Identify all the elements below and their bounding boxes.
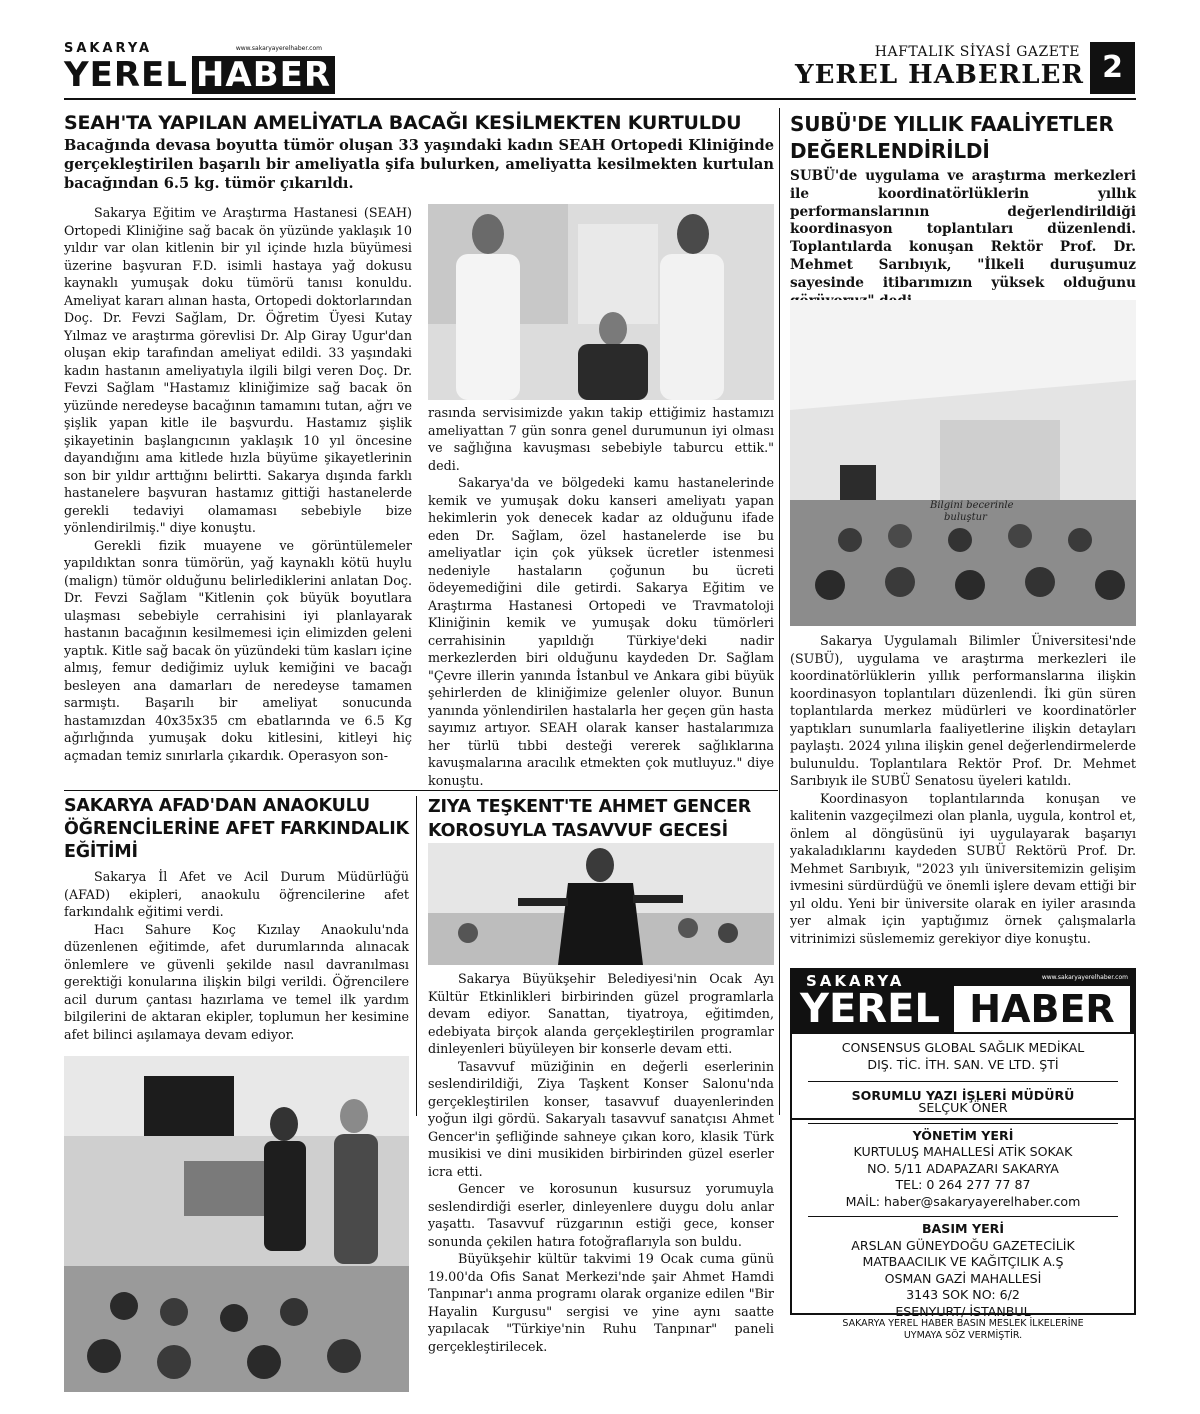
column-divider [416,796,417,1116]
imprint-mail: MAİL: haber@sakaryayerelhaber.com [845,1193,1081,1209]
imprint-company: DIŞ. TİC. İTH. SAN. VE LTD. ŞTİ [867,1056,1059,1072]
imprint-logo-yerel: YEREL [800,986,940,1032]
imprint-print: 3143 SOK NO: 6/2 [906,1287,1020,1302]
imprint-editor-name: SELÇUK ÖNER [918,1100,1008,1115]
article1-column1 [64,204,412,764]
article2-lede: SUBÜ'de uygulama ve araştırma merkezleri ile koordinatörlüklerin yıllık performanslarının değerlendirildiği koordinasyon toplantıları düzenlendi. Toplantılarda konuşan Rektör Prof. Dr. Mehmet Sarıbıyık, "İlkeli duruşumuz sayesinde itibarımızın yüksek olduğunu [790,168,1136,291]
imprint-divider [808,1081,1118,1082]
imprint-company: CONSENSUS GLOBAL SAĞLIK MEDİKAL [841,1040,1085,1055]
column-divider [779,108,780,1115]
photo-banner-line: buluştur [944,512,987,523]
article4-headline: ZIYA TEŞKENT'TE AHMET GENCER KOROSUYLA TASAVVUF GECESİ [428,797,751,841]
article3-photo-classroom [64,1056,409,1392]
article4-paragraph: Gencer ve korosunun kusursuz yorumuyla seslendirdiği eserler, dinleyenlere duygu dolu anlar yaşattı. Tasavvuf rüzgarının estiği gece, konser sonunda çekilen hatıra fotoğraflarıyla son buldu. [428,1181,774,1249]
imprint-editor-label: SORUMLU YAZI İŞLERİ MÜDÜRÜ [851,1088,1075,1103]
article1-photo-doctors [428,204,774,400]
article3-body [64,868,409,1043]
imprint-office: KURTULUŞ MAHALLESİ ATİK SOKAK [853,1144,1073,1159]
article1-paragraph: Sakarya Eğitim ve Araştırma Hastanesi (SEAH) Ortopedi Kliniğine sağ bacak ön yüzünde yaklaşık 10 yıldır var olan kitlenin bir yıl içinde hızla büyümesi üzerine başvuran F.D. isimli hastaya yağ dokusu kaynaklı yumuşak doku tümörü tanısı konuldu. Ameliyat kararı alınan hasta, Ortopedi doktorlarından Doç. Dr. Fevzi Sağlam, Dr. Öğretim Üyesi Kutay Yılmaz ve araştırma görevlisi Dr. Alp Giray Ugur'dan oluşan ekip tarafından ameliyat edildi. 33 yaşındaki kadın hastanın ameliyatıyla ilgili bilgi veren Doç. Dr. Fevzi Sağlam "Hastamız kliniğimize sağ bacak ön yüzünde neredeyse bacağının tamamını tutan, ağrı ve şişlik yapan kitle ile başvurdu. Hastamız şişlik şikayetinin başlangıcının yaklaşık 10 yıl öncesine dayandığını ama kitlede hızla büyüme şikayetlerinin son bir yıldır arttığını belirtti. Sakarya dışında farklı hastanelere başvuran hastamız gittiği hastanelerde gerekli tedaviyi olamaması sebebiyle bize yönlendirilmiş." diye konuştu. [64,205,412,535]
article3-headline: SAKARYA AFAD'DAN ANAOKULU ÖĞRENCİLERİNE AFET FARKINDALIK EĞİTİMİ [64,796,409,862]
imprint-pledge [790,1318,1136,1342]
logo-haber: HABER [192,56,335,94]
imprint-phone: TEL: 0 264 277 77 87 [895,1177,1031,1192]
imprint-print: ARSLAN GÜNEYDOĞU GAZETECİLİK [851,1237,1075,1253]
article1-paragraph: rasında servisimizde yakın takip ettiğimiz hastamızı ameliyattan 7 gün sonra genel durumunun iyi olması ve sağlığına kavuşması sebebiyle taburcu ettik." dedi. [428,405,774,473]
imprint-logo-haber: HABER [954,986,1130,1032]
article1-paragraph: Sakarya'da ve bölgedeki kamu hastanelerinde kemik ve yumuşak doku kanseri ameliyatı yapan hekimlerin yok denecek kadar az olduğunu ifade eden Dr. Sağlam, özel hastanelerde ise bu ameliyatlar için çok yüksek ücretler istenmesi nedeniyle hastaların çoğunun bu ücreti ödeyemediğini dile getirdi. Sakarya Eğitim ve Araştırma Hastanesi Ortopedi ve Travmatoloji Kliniğinin kemik ve yumuşak doku tümörleri cerrahisinin yapıldığı Türkiye'deki nadir merkezlerden biri olduğunu kaydeden Dr. Sağlam "Çevre illerin yanında İstanbul ve Ankara gibi büyük şehirlerden de kliniğimize gelenler oluyor. Bunun yanında yönlendirilen hastalarla her geçen gün hasta sayımız artıyor. SEAH olarak kanser hastalarımıza her türlü tıbbi desteği vererek sağlıklarına kavuşmalarına aracılık etmekten çok mutluyuz." diye konuştu. [428,475,774,788]
article1-paragraph: Gerekli fizik muayene ve görüntülemeler yapıldıktan sonra tümörün, yağ kaynaklı kötü huylu (malign) tümör olduğunu belirlediklerini anlatan Doç. Dr. Fevzi Sağlam "Kitlenin çok büyük boyutlara ulaşması sebebiyle cerrahisini iyi planlayarak hastanın bacağının kesilmemesi için elimizden geleni yaptık. Kitle sağ bacak ön yüzündeki tüm kasları içine almış, femur dediğimiz uyluk kemiğini ve bacağı besleyen ana damarları de neredeyse tamamen sarmıştı. Başarılı bir ameliyat sonucunda hastamızdan 40x35x35 cm ebatlarında ve 6.5 Kg ağırlığında yumuşak doku kitlesini, kitleyi hiç açmadan temiz sınırlarla çıkardık. Operasyon son- [64,537,412,763]
article4-paragraph: Sakarya Büyükşehir Belediyesi'nin Ocak Ayı Kültür Etkinlikleri birbirinden güzel programlarla devam ediyor. Sanattan, tiyatroya, eğitimden, edebiyata birçok alanda gerçekleştirilen programlar dinleyenleri büyüleyen bir konserle devam etti. [428,971,774,1056]
logo-yerel: YEREL [64,55,188,95]
imprint-divider [808,1123,1118,1124]
imprint-box-lower [790,1100,1136,1319]
article2-paragraph: Koordinasyon toplantılarında konuşan ve kalitenin vazgeçilmezi olan planla, uygula, kontrol et, önlem al döngüsünü iyi uygulayarak başarıyı yakaladıklarını kaydeden SUBÜ Rektörü Prof. Dr. Mehmet Sarıbıyık, "2023 yılı üniversitemizin gelişim ivmesini sürdürdüğü ve önemli işlere devam ettiği bir yıl oldu. Yeni bir üniversite olarak en iyiler arasında yer almak için yaptığımız örnek çalışmalarla vitrinimizi süslememiz gerekiyor diye konuştu. [790,790,1136,946]
article4-paragraph: Büyükşehir kültür takvimi 19 Ocak cuma günü 19.00'da Ofis Sanat Merkezi'nde şair Ahmet Hamdi Tanpınar'ı anma programı olarak organize edilen "Bir Hayalin Kurgusu" sergisi ve yine aynı saatte yapılacak "Türkiye'nin Ruhu Tanpınar" paneli gerçekleştirilecek. [428,1251,774,1354]
article4-body [428,970,774,1355]
imprint-print: ESENYURT/ İSTANBUL [895,1303,1031,1319]
article2-paragraph: Sakarya Uygulamalı Bilimler Üniversitesi'nde (SUBÜ), uygulama ve araştırma merkezleri ile koordinatörlüklerin yıllık performanslarına ilişkin koordinasyon toplantıları düzenlendi. İki gün süren toplantılarda merkez müdürleri ve koordinatörler yaptıkları sunumlarla faaliyetlerine ilişkin detayları paylaştı. 2024 yılına ilişkin genel değerlendirmelerde bulunuldu. Toplantılara Rektör Prof. Dr. Mehmet Sarıbıyık ile SUBÜ Senatosu üyeleri katıldı. [790,633,1136,788]
photo-banner-line: Bilgini becerinle [930,500,1014,511]
article1-lede: Bacağında devasa boyutta tümör oluşan 33 yaşındaki kadın SEAH Ortopedi Kliniğinde gerçekleştirilen başarılı bir ameliyatla şifa bulurken, ameliyatta kesilmekten kurtulan bacağından 6.5 kg. tümör çıkarıldı. [64,137,774,192]
imprint-pledge-line: UYMAYA SÖZ VERMİŞTİR. [903,1330,1023,1341]
article4-paragraph: Tasavvuf müziğinin en değerli eserlerinin seslendirildiği, Ziya Taşkent Konser Salonu'nda gerçekleştirilen konser, tasavvuf duayenlerinden yoğun ilgi gördü. Sakaryalı tasavvuf sanatçısı Ahmet Gencer'in şefliğinde sahneye çıkan koro, klasik Türk musikisi ve dini musikiden birbirinden güzel eserler icra etti. [428,1058,774,1179]
article3-paragraph: Hacı Sahure Koç Kızılay Anaokulu'nda düzenlenen eğitimde, afet durumlarında alınacak önlemlere ve güvenli şekilde nasıl davranılması gerektiği konularına ilişkin bilgi verildi. Öğrencilere acil durum çantası hazırlama ve temel ilk yardım bilgilerini de aktaran ekipler, toplumun her kesimine afet bilinci aşılamaya devam ediyor. [64,921,409,1042]
imprint-print-label: BASIM YERİ [921,1221,1005,1236]
photo-banner-text [930,500,1014,524]
masthead-tagline: HAFTALIK SİYASİ GAZETE [874,44,1080,60]
article1-column2 [428,404,774,789]
imprint-print: MATBAACILIK VE KAĞITÇILIK A.Ş [862,1254,1064,1269]
logo-url: www.sakaryayerelhaber.com [235,45,322,52]
imprint-logo [790,968,1136,1034]
article3-paragraph: Sakarya İl Afet ve Acil Durum Müdürlüğü (AFAD) ekipleri, anaokulu öğrencilerine afet farkındalık eğitimi verdi. [64,869,409,919]
imprint-office: NO. 5/11 ADAPAZARI SAKARYA [867,1160,1059,1176]
imprint-logo-url: www.sakaryayerelhaber.com [1041,974,1128,981]
article4-photo-conductor [428,843,774,965]
page-number: 2 [1090,42,1135,94]
imprint-logo-small: SAKARYA [806,972,905,990]
article2-body [790,632,1136,947]
section-divider [64,790,778,791]
logo-small-text: SAKARYA [64,41,153,56]
imprint-pledge-line: SAKARYA YEREL HABER BASIN MESLEK İLKELERİNE [842,1318,1084,1329]
paper-name: YEREL HABERLER [795,60,1084,90]
article1-headline: SEAH'TA YAPILAN AMELİYATLA BACAĞI KESİLMEKTEN KURTULDU [64,112,742,134]
article2-headline: SUBÜ'DE YILLIK FAALİYETLER DEĞERLENDİRİLDİ [790,112,1114,163]
article2-photo-meeting [790,300,1136,626]
masthead-rule [64,98,1136,100]
imprint-office-label: YÖNETİM YERİ [912,1127,1014,1143]
masthead-logo [64,41,332,95]
imprint-divider [808,1216,1118,1217]
imprint-print: OSMAN GAZİ MAHALLESİ [884,1270,1042,1286]
